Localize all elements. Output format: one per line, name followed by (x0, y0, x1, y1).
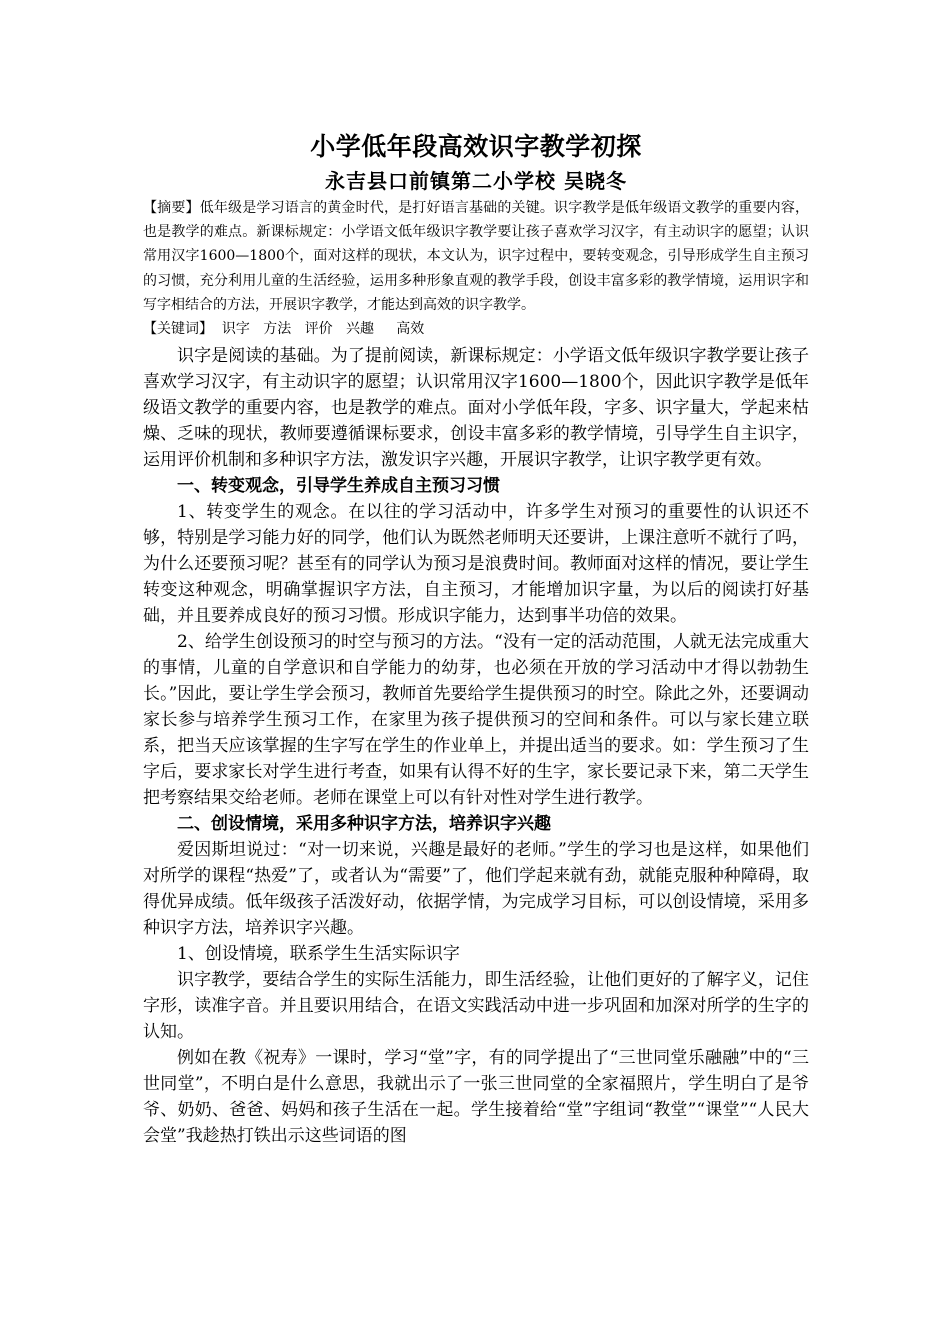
section-1-paragraph-1: 1、转变学生的观念。在以往的学习活动中，许多学生对预习的重要性的认识还不够，特别是学习能力好的同学，他们认为既然老师明天还要讲，上课注意听不就行了吗，为什么还要预习呢？甚至有的同学认为预习是浪费时间。教师面对这样的情况，要让学生转变这种观念，明确掌握识字方法，自主预习，才能增加识字量，为以后的阅读打好基础，并且要养成良好的预习习惯。形成识字能力，达到事半功倍的效果。 (143, 502, 809, 627)
section-2-paragraph-3: 例如在教《祝寿》一课时，学习“堂”字，有的同学提出了“三世同堂乐融融”中的“三世同堂”，不明白是什么意思，我就出示了一张三世同堂的全家福照片，学生明白了是爷爷、奶奶、爸爸、妈妈和孩子生活在一起。学生接着给“堂”字组词“教堂”“课堂”“人民大会堂”我趁热打铁出示这些词语的图 (143, 1048, 809, 1147)
document-page (143, 130, 809, 1149)
section-2-heading: 二、创设情境，采用多种识字方法，培养识字兴趣 (177, 814, 551, 835)
author-line: 永吉县口前镇第二小学校 吴晓冬 (325, 169, 627, 193)
section-2-subheading-1: 1、创设情境，联系学生生活实际识字 (177, 944, 460, 965)
section-1-heading: 一、转变观念，引导学生养成自主预习习惯 (177, 476, 500, 497)
section-2-paragraph-2: 识字教学，要结合学生的实际生活能力，即生活经验，让他们更好的了解字义，记住字形，读准字音。并且要识用结合，在语文实践活动中进一步巩固和加深对所学的生字的认知。 (143, 970, 809, 1043)
section-2-paragraph-1: 爱因斯坦说过：“对一切来说，兴趣是最好的老师。”学生的学习也是这样，如果他们对所学的课程“热爱”了，或者认为“需要”了，他们学起来就有劲，就能克服种种障碍，取得优异成绩。低年级孩子活泼好动，依据学情，为完成学习目标，可以创设情境，采用多种识字方法，培养识字兴趣。 (143, 840, 809, 939)
abstract-paragraph: 【摘要】低年级是学习语言的黄金时代，是打好语言基础的关键。识字教学是低年级语文教学的重要内容，也是教学的难点。新课标规定：小学语文低年级识字教学要让孩子喜欢学习汉字，有主动识字的愿望；认识常用汉字1600—1800个，面对这样的现状，本文认为，识字过程中，要转变观念，引导形成学生自主预习的习惯，充分利用儿童的生活经验，运用多种形象直观的教学手段，创设丰富多彩的教学情境，运用识字和写字相结合的方法，开展识字教学，才能达到高效的识字教学。 (143, 200, 809, 313)
intro-paragraph: 识字是阅读的基础。为了提前阅读，新课标规定：小学语文低年级识字教学要让孩子喜欢学习汉字，有主动识字的愿望；认识常用汉字1600—1800个，因此识字教学是低年级语文教学的重要内容，也是教学的难点。面对小学低年段，字多、识字量大，学起来枯燥、乏味的现状，教师要遵循课标要求，创设丰富多彩的教学情境，引导学生自主识字，运用评价机制和多种识字方法，激发识字兴趣，开展识字教学，让识字教学更有效。 (143, 346, 809, 471)
document-title: 小学低年段高效识字教学初探 (310, 132, 642, 161)
section-1-paragraph-2: 2、给学生创设预习的时空与预习的方法。“没有一定的活动范围，人就无法完成重大的事情，儿童的自学意识和自学能力的幼芽，也必须在开放的学习活动中才得以勃勃生长。”因此，要让学生学会预习，教师首先要给学生提供预习的时空。除此之外，还要调动家长参与培养学生预习工作，在家里为孩子提供预习的空间和条件。可以与家长建立联系，把当天应该掌握的生字写在学生的作业单上，并提出适当的要求。如：学生预习了生字后，要求家长对学生进行考查，如果有认得不好的生字，家长要记录下来，第二天学生把考察结果交给老师。老师在课堂上可以有针对性对学生进行教学。 (143, 632, 809, 809)
keywords-line: 【关键词】 识字 方法 评价 兴趣 高效 (143, 321, 425, 338)
